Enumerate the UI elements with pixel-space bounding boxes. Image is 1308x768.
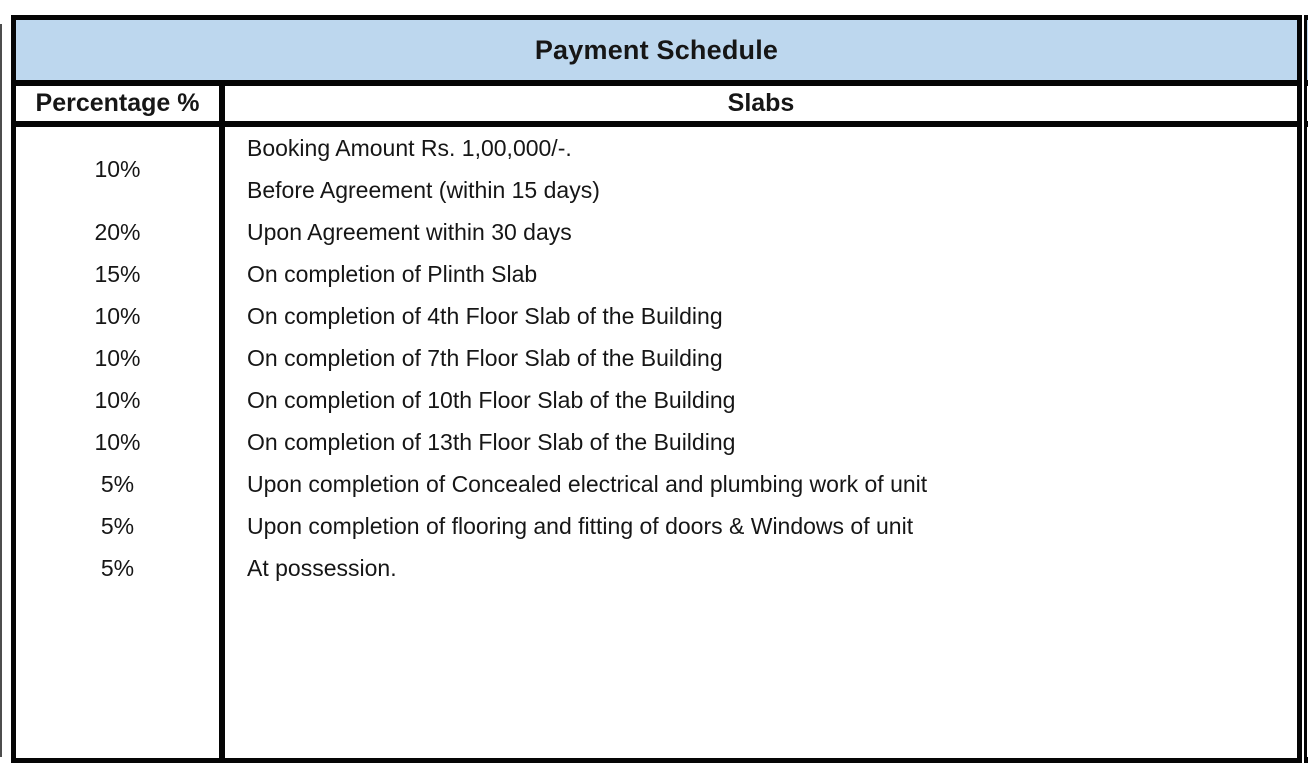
slab-line: On completion of 13th Floor Slab of the Building — [247, 429, 736, 455]
table-row — [16, 253, 1297, 295]
table-row — [16, 505, 1297, 547]
table-row — [16, 337, 1297, 379]
percentage-cell: 10% — [94, 429, 141, 455]
percentage-cell: 5% — [100, 555, 135, 581]
slab-line: On completion of 10th Floor Slab of the Building — [247, 387, 736, 413]
table-row — [16, 211, 1297, 253]
column-header-slabs: Slabs — [727, 89, 795, 117]
table-row — [16, 295, 1297, 337]
slab-line: At possession. — [247, 555, 397, 581]
left-crop-artifact-line — [0, 24, 2, 757]
table-row — [16, 379, 1297, 421]
slab-cell — [225, 463, 1297, 505]
table-row — [16, 547, 1297, 589]
slab-line: Before Agreement (within 15 days) — [247, 177, 600, 203]
slab-cell — [225, 379, 1297, 421]
percentage-cell: 15% — [94, 261, 141, 287]
slab-cell — [225, 505, 1297, 547]
table-title-row — [16, 20, 1297, 86]
payment-schedule-table — [11, 15, 1302, 763]
slab-line: Upon completion of Concealed electrical and plumbing work of unit — [247, 471, 928, 497]
slab-cell — [225, 127, 1297, 211]
table-row — [16, 421, 1297, 463]
table-header-row — [16, 86, 1297, 127]
slab-line: On completion of 4th Floor Slab of the Building — [247, 303, 723, 329]
percentage-cell: 10% — [94, 387, 141, 413]
slab-cell — [225, 547, 1297, 589]
percentage-cell: 10% — [94, 156, 141, 182]
table-row — [16, 463, 1297, 505]
percentage-cell: 10% — [94, 303, 141, 329]
slab-line: Booking Amount Rs. 1,00,000/-. — [247, 135, 572, 161]
slab-cell — [225, 421, 1297, 463]
adjacent-table-sliver — [1304, 15, 1308, 763]
table-title: Payment Schedule — [534, 34, 779, 65]
slab-cell — [225, 211, 1297, 253]
slab-line: On completion of 7th Floor Slab of the Building — [247, 345, 723, 371]
slab-line: Upon completion of flooring and fitting of doors & Windows of unit — [247, 513, 914, 539]
percentage-cell: 5% — [100, 471, 135, 497]
column-header-percentage: Percentage % — [16, 86, 225, 121]
table-row — [16, 127, 1297, 211]
slab-cell — [225, 295, 1297, 337]
slab-line: Upon Agreement within 30 days — [247, 219, 572, 245]
percentage-cell: 5% — [100, 513, 135, 539]
slab-cell — [225, 253, 1297, 295]
slab-cell — [225, 337, 1297, 379]
percentage-cell: 10% — [94, 345, 141, 371]
table-body — [16, 127, 1297, 758]
slab-line: On completion of Plinth Slab — [247, 261, 538, 287]
percentage-cell: 20% — [94, 219, 141, 245]
